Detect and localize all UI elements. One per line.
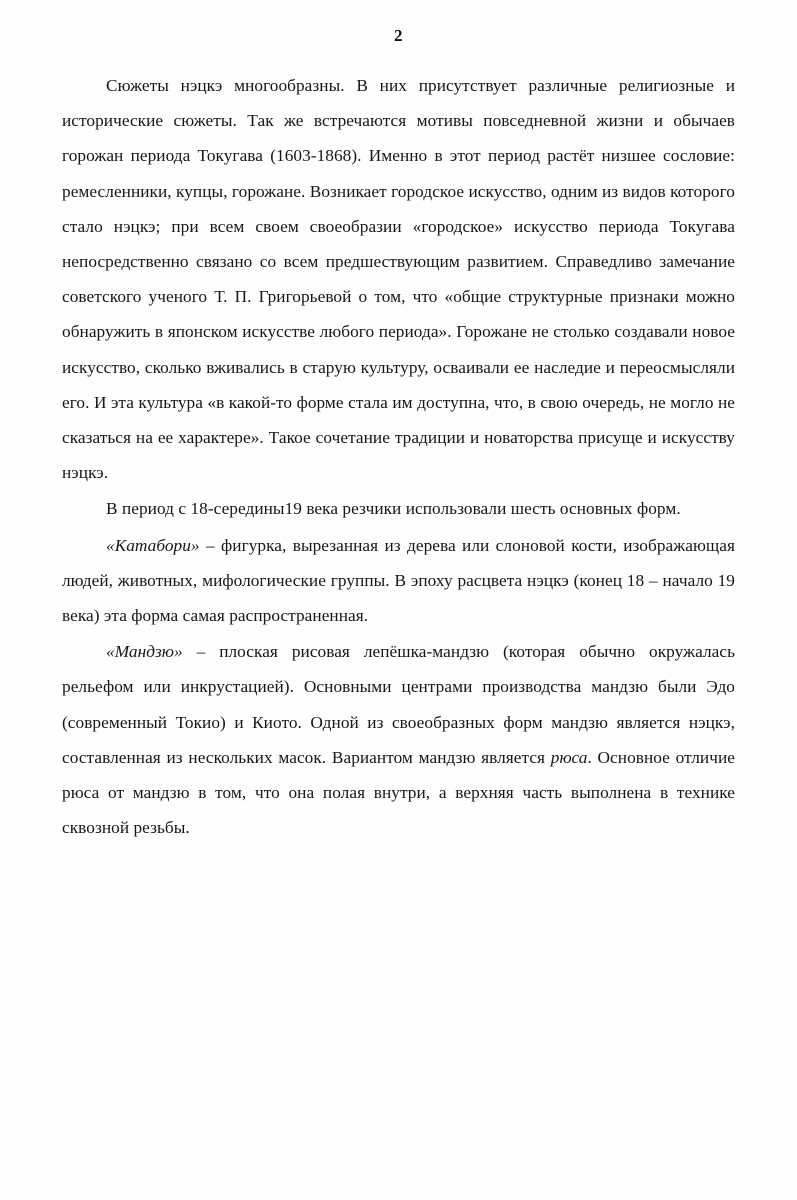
paragraph-2-text: В период с 18-середины19 века резчики использовали шесть основных форм. [106, 499, 681, 519]
term-katabori: «Катабори» [106, 535, 200, 555]
page-number: 2 [394, 26, 403, 45]
paragraph-4 [62, 634, 735, 845]
paragraph-4-text-after: . Основное отличие рюса от мандзю в том, что она полая внутри, а верхняя часть выполнена в технике сквозной резьбы. [62, 747, 735, 838]
paragraph-3-text: – фигурка, вырезанная из дерева или слоновой кости, изображающая людей, животных, мифологические группы. В эпоху расцвета нэцкэ (конец 18 – начало 19 века) эта форма самая распространенная. [62, 535, 735, 626]
paragraph-1-text: Сюжеты нэцкэ многообразны. В них присутствует различные религиозные и исторические сюжеты. Так же встречаются мотивы повседневной жизни и обычаев горожан периода Токугава (1603-1868). Именно в этот период растёт низшее сословие: ремесленники, купцы, горожане. Возникает городское искусство, одним из видов которого стало нэцкэ; при всем своем своеобразии «городское» искусство периода Токугава непосредственно связано со всем предшествующим развитием. Справедливо замечание советского ученого Т. П. Григорьевой о том, что «общие структурные признаки можно обнаружить в японском искусстве любого периода». Горожане не столько создавали новое искусство, сколько вживались в старую культуру, осваивали ее наследие и переосмысляли его. И эта культура «в какой-то форме стала им доступна, что, в свою очередь, не могло не сказаться на ее характере». Такое сочетание традиции и новаторства присуще и искусству нэцкэ. [62, 76, 735, 483]
paragraph-2 [62, 491, 735, 526]
term-ryusa: рюса [550, 747, 588, 767]
paragraph-4-text: – плоская рисовая лепёшка-мандзю (которая обычно окружалась рельефом или инкрустацией). Основными центрами производства мандзю были Эдо (современный Токио) и Киото. Одной из своеобразных форм мандзю является нэцкэ, составленная из нескольких масок. Вариантом мандзю является [62, 642, 735, 767]
term-mandzyu: «Мандзю» [106, 642, 183, 662]
paragraph-1 [62, 68, 735, 490]
paragraph-3 [62, 528, 735, 634]
document-body [62, 68, 735, 845]
